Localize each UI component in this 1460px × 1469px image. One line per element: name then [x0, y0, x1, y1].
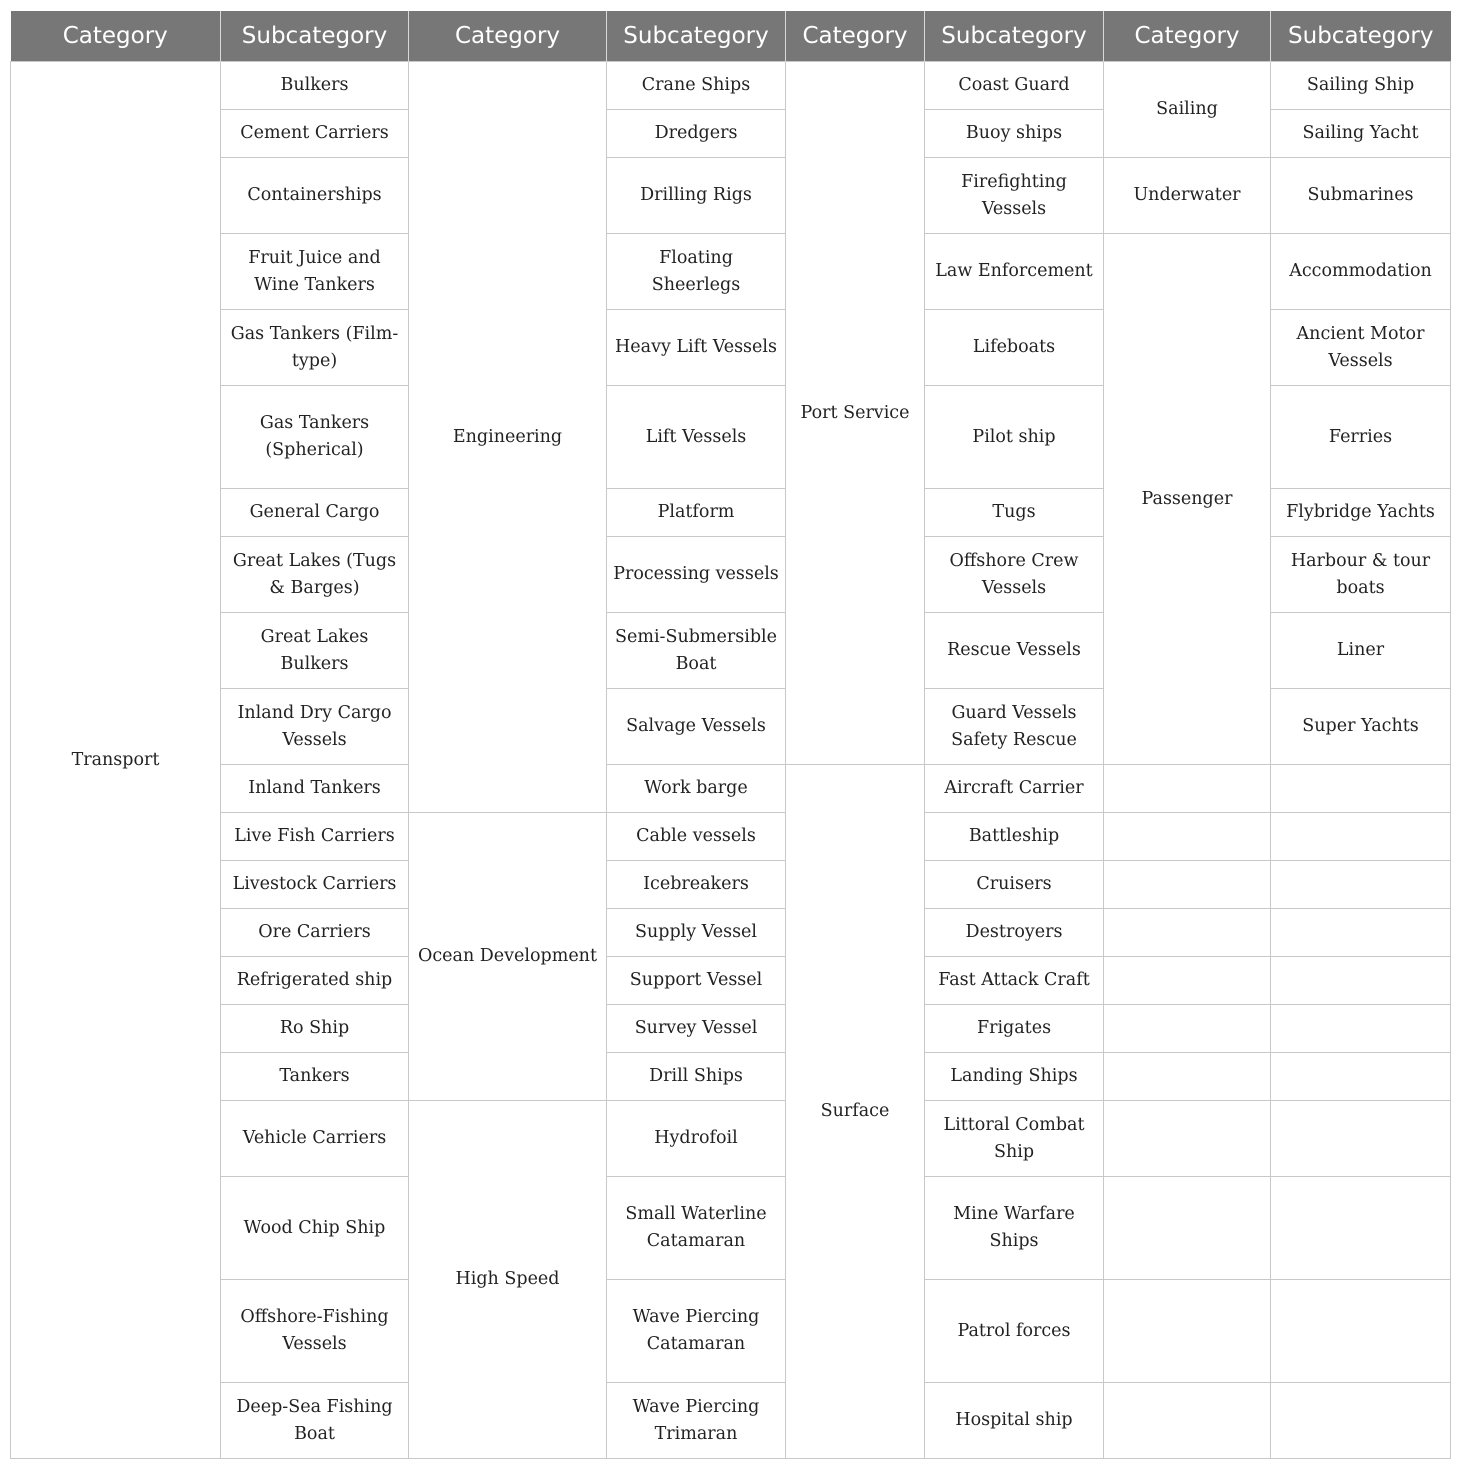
subcategory-cell: Semi-Submersible Boat [607, 613, 786, 689]
empty-cell [1271, 1005, 1451, 1053]
subcategory-cell: Cable vessels [607, 813, 786, 861]
column-header: Category [1104, 11, 1271, 62]
subcategory-cell: Fast Attack Craft [925, 957, 1104, 1005]
subcategory-cell: Dredgers [607, 110, 786, 158]
subcategory-cell: Offshore Crew Vessels [925, 537, 1104, 613]
empty-cell [1271, 813, 1451, 861]
subcategory-cell: Lifeboats [925, 310, 1104, 386]
empty-cell [1271, 861, 1451, 909]
subcategory-cell: Deep-Sea Fishing Boat [221, 1383, 409, 1459]
category-cell: Port Service [786, 62, 925, 765]
subcategory-cell: Great Lakes (Tugs & Barges) [221, 537, 409, 613]
table-row [11, 909, 1451, 957]
subcategory-cell: Flybridge Yachts [1271, 489, 1451, 537]
table-row [11, 1177, 1451, 1280]
table-row [11, 1280, 1451, 1383]
subcategory-cell: Battleship [925, 813, 1104, 861]
category-cell: Passenger [1104, 234, 1271, 765]
subcategory-cell: Icebreakers [607, 861, 786, 909]
subcategory-cell: Rescue Vessels [925, 613, 1104, 689]
subcategory-cell: General Cargo [221, 489, 409, 537]
category-cell: Surface [786, 765, 925, 1459]
table-row [11, 1383, 1451, 1459]
subcategory-cell: Inland Tankers [221, 765, 409, 813]
empty-cell [1104, 813, 1271, 861]
subcategory-cell: Great Lakes Bulkers [221, 613, 409, 689]
subcategory-cell: Support Vessel [607, 957, 786, 1005]
column-header: Category [11, 11, 221, 62]
subcategory-cell: Drill Ships [607, 1053, 786, 1101]
category-cell: High Speed [409, 1101, 607, 1459]
table-row [11, 813, 1451, 861]
header-row [11, 11, 1451, 62]
subcategory-cell: Refrigerated ship [221, 957, 409, 1005]
subcategory-cell: Sailing Ship [1271, 62, 1451, 110]
empty-cell [1104, 957, 1271, 1005]
empty-cell [1271, 909, 1451, 957]
column-header: Subcategory [1271, 11, 1451, 62]
subcategory-cell: Livestock Carriers [221, 861, 409, 909]
subcategory-cell: Processing vessels [607, 537, 786, 613]
subcategory-cell: Vehicle Carriers [221, 1101, 409, 1177]
empty-cell [1104, 861, 1271, 909]
subcategory-cell: Ancient Motor Vessels [1271, 310, 1451, 386]
subcategory-cell: Frigates [925, 1005, 1104, 1053]
empty-cell [1104, 1101, 1271, 1177]
empty-cell [1104, 1005, 1271, 1053]
table-row [11, 1053, 1451, 1101]
subcategory-cell: Cement Carriers [221, 110, 409, 158]
table-row [11, 1101, 1451, 1177]
subcategory-cell: Gas Tankers (Film-type) [221, 310, 409, 386]
subcategory-cell: Crane Ships [607, 62, 786, 110]
table-row [11, 861, 1451, 909]
subcategory-cell: Landing Ships [925, 1053, 1104, 1101]
subcategory-cell: Harbour & tour boats [1271, 537, 1451, 613]
empty-cell [1271, 1383, 1451, 1459]
subcategory-cell: Inland Dry Cargo Vessels [221, 689, 409, 765]
subcategory-cell: Floating Sheerlegs [607, 234, 786, 310]
category-cell: Transport [11, 62, 221, 1459]
subcategory-cell: Hydrofoil [607, 1101, 786, 1177]
subcategory-cell: Small Waterline Catamaran [607, 1177, 786, 1280]
vessel-category-table [10, 11, 1451, 1459]
table-row [11, 765, 1451, 813]
empty-cell [1271, 1053, 1451, 1101]
subcategory-cell: Wood Chip Ship [221, 1177, 409, 1280]
empty-cell [1104, 909, 1271, 957]
table-row [11, 1005, 1451, 1053]
subcategory-cell: Liner [1271, 613, 1451, 689]
subcategory-cell: Aircraft Carrier [925, 765, 1104, 813]
subcategory-cell: Tugs [925, 489, 1104, 537]
empty-cell [1104, 1383, 1271, 1459]
subcategory-cell: Salvage Vessels [607, 689, 786, 765]
subcategory-cell: Wave Piercing Trimaran [607, 1383, 786, 1459]
subcategory-cell: Wave Piercing Catamaran [607, 1280, 786, 1383]
subcategory-cell: Cruisers [925, 861, 1104, 909]
category-cell: Underwater [1104, 158, 1271, 234]
table-row [11, 158, 1451, 234]
subcategory-cell: Bulkers [221, 62, 409, 110]
column-header: Category [409, 11, 607, 62]
category-cell: Engineering [409, 62, 607, 813]
subcategory-cell: Guard Vessels Safety Rescue [925, 689, 1104, 765]
subcategory-cell: Law Enforcement [925, 234, 1104, 310]
table-row [11, 62, 1451, 110]
subcategory-cell: Hospital ship [925, 1383, 1104, 1459]
subcategory-cell: Platform [607, 489, 786, 537]
empty-cell [1104, 1053, 1271, 1101]
subcategory-cell: Firefighting Vessels [925, 158, 1104, 234]
subcategory-cell: Pilot ship [925, 386, 1104, 489]
subcategory-cell: Offshore-Fishing Vessels [221, 1280, 409, 1383]
subcategory-cell: Super Yachts [1271, 689, 1451, 765]
category-cell: Ocean Development [409, 813, 607, 1101]
empty-cell [1271, 957, 1451, 1005]
subcategory-cell: Coast Guard [925, 62, 1104, 110]
subcategory-cell: Accommodation [1271, 234, 1451, 310]
subcategory-cell: Work barge [607, 765, 786, 813]
table-row [11, 957, 1451, 1005]
column-header: Subcategory [925, 11, 1104, 62]
column-header: Subcategory [221, 11, 409, 62]
subcategory-cell: Destroyers [925, 909, 1104, 957]
empty-cell [1104, 1280, 1271, 1383]
subcategory-cell: Lift Vessels [607, 386, 786, 489]
column-header: Subcategory [607, 11, 786, 62]
subcategory-cell: Survey Vessel [607, 1005, 786, 1053]
subcategory-cell: Fruit Juice and Wine Tankers [221, 234, 409, 310]
subcategory-cell: Heavy Lift Vessels [607, 310, 786, 386]
empty-cell [1271, 1280, 1451, 1383]
category-cell: Sailing [1104, 62, 1271, 158]
subcategory-cell: Ro Ship [221, 1005, 409, 1053]
subcategory-cell: Tankers [221, 1053, 409, 1101]
empty-cell [1104, 1177, 1271, 1280]
empty-cell [1271, 1177, 1451, 1280]
subcategory-cell: Ore Carriers [221, 909, 409, 957]
subcategory-cell: Submarines [1271, 158, 1451, 234]
empty-cell [1104, 765, 1271, 813]
subcategory-cell: Drilling Rigs [607, 158, 786, 234]
subcategory-cell: Containerships [221, 158, 409, 234]
subcategory-cell: Ferries [1271, 386, 1451, 489]
subcategory-cell: Mine Warfare Ships [925, 1177, 1104, 1280]
subcategory-cell: Supply Vessel [607, 909, 786, 957]
subcategory-cell: Gas Tankers (Spherical) [221, 386, 409, 489]
empty-cell [1271, 1101, 1451, 1177]
subcategory-cell: Buoy ships [925, 110, 1104, 158]
subcategory-cell: Live Fish Carriers [221, 813, 409, 861]
empty-cell [1271, 765, 1451, 813]
table-row [11, 234, 1451, 310]
subcategory-cell: Patrol forces [925, 1280, 1104, 1383]
subcategory-cell: Littoral Combat Ship [925, 1101, 1104, 1177]
subcategory-cell: Sailing Yacht [1271, 110, 1451, 158]
column-header: Category [786, 11, 925, 62]
